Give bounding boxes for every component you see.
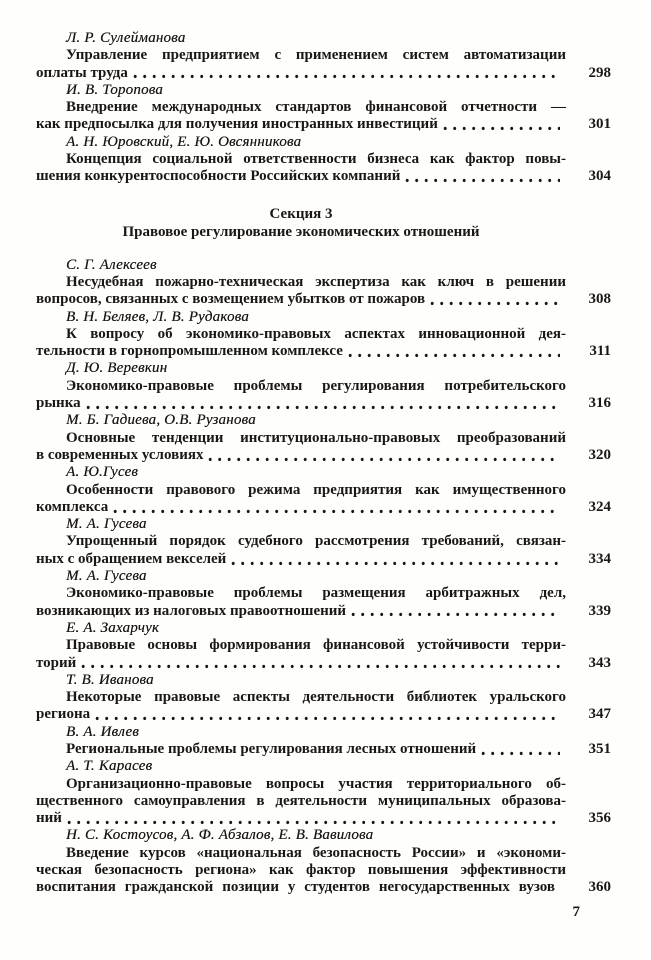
entry-last-line [36,65,611,82]
entry-title-line: Особенности правового режима предприятия как имущественного [66,481,566,498]
entry-title-line: ческая безопасность региона» как фактор повышения эффективности [36,862,566,879]
entry-last-line [36,810,611,827]
entry-last-line [36,116,611,133]
entry-page-number: 298 [588,64,611,81]
entry-title-text: вопросов, связанных с возмещением убытков от пожаров [36,291,426,308]
entry-author: М. А. Гусева [66,516,147,533]
entry-last-line [36,655,611,672]
entry-title-text: тельности в горнопромышленном комплексе [36,343,343,360]
entry-last-line [36,168,611,185]
entry-page-number: 308 [588,291,611,308]
entry-title-text: комплекса [36,498,109,515]
entry-author: В. А. Ивлев [66,723,139,740]
entry-page-number: 301 [588,116,611,133]
entry-title-line: Экономико-правовые проблемы размещения арбитражных дел, [66,585,566,602]
toc-entry [36,412,611,464]
section-title: Правовое регулирование экономических отношений [122,224,480,241]
entry-title-text: рынка [36,395,81,412]
dot-leader [84,395,560,412]
toc-entry [36,516,611,568]
dot-leader [111,499,560,516]
entry-title-text: возникающих из налоговых правоотношений [36,602,347,619]
dot-leader [93,706,560,723]
section-heading [36,205,566,242]
entry-last-line [36,603,611,620]
entry-title-text: ний [36,810,62,827]
entry-author: Н. С. Костоусов, А. Ф. Абзалов, Е. В. Вавилова [66,827,374,844]
entry-page-number: 356 [588,810,611,827]
entry-last-line [36,343,611,360]
entry-title-line: Организационно-правовые вопросы участия территориального об- [66,775,566,792]
entry-page-number: 304 [588,168,611,185]
entry-title-line: Основные тенденции институционально-правовых преобразований [66,429,566,446]
toc-entry [36,672,611,724]
entry-author: А. Ю.Гусев [66,464,139,481]
toc-entry [36,257,611,309]
dot-leader [346,343,560,360]
entry-title-text: Региональные проблемы регулирования лесных отношений [66,740,477,757]
entry-last-line [36,499,611,516]
dot-leader [403,168,560,185]
entry-title-text: как предпосылка для получения иностранных инвестиций [36,116,438,133]
entry-author: А. Н. Юровский, Е. Ю. Овсянникова [66,133,302,150]
entry-last-line [36,291,611,308]
entry-title-line: Несудебная пожарно-техническая экспертиза как ключ в решении [66,273,566,290]
entry-title-line: Некоторые правовые аспекты деятельности библиотек уральского [66,689,566,706]
entry-page-number: 311 [589,343,611,360]
entry-page-number: 343 [588,654,611,671]
entry-page-number: 351 [588,740,611,757]
entry-author: И. В. Торопова [66,81,164,98]
entry-title-text: шения конкурентоспособности Российских компаний [36,168,401,185]
entry-title-line: Внедрение международных стандартов финансовой отчетности — [66,99,566,116]
toc-entry [36,827,611,896]
page-number: 7 [572,904,580,920]
entry-page-number: 334 [588,550,611,567]
entry-last-line [36,551,611,568]
toc-entry [36,82,611,134]
entry-title-text: региона [36,706,91,723]
dot-leader [65,810,560,827]
toc-entry [36,568,611,620]
entry-author: М. А. Гусева [66,568,147,585]
entry-title-line: К вопросу об экономико-правовых аспектах инновационной дея- [66,325,566,342]
entry-title-line: Управление предприятием с применением систем автоматизации [66,47,566,64]
toc-entry [36,360,611,412]
dot-leader [349,603,560,620]
entry-last-line [36,395,611,412]
entry-last-line [36,741,611,758]
dot-leader [206,447,560,464]
entry-title-line: Экономико-правовые проблемы регулирования потребительского [66,377,566,394]
entry-last-line [36,706,611,723]
entry-page-number: 320 [588,446,611,463]
entry-title-line: Концепция социальной ответственности бизнеса как фактор повы- [66,151,566,168]
toc-entry [36,758,611,827]
entry-author: Т. В. Иванова [66,671,154,688]
entry-title-text: в современных условиях [36,446,204,463]
toc-entry [36,464,611,516]
entry-title-line: Правовые основы формирования финансовой устойчивости терри- [66,637,566,654]
section-label: Секция 3 [269,205,333,222]
entry-page-number: 347 [588,706,611,723]
table-of-contents [36,30,611,897]
dot-leader [79,655,560,672]
dot-leader [441,116,560,133]
entry-last-line [36,879,611,896]
toc-entries-section3 [36,257,611,897]
toc-entries-top [36,30,611,186]
entry-page-number: 339 [588,602,611,619]
dot-leader [229,551,560,568]
entry-page-number: 360 [588,879,611,896]
entry-last-line [36,447,611,464]
dot-leader [131,65,560,82]
dot-leader [479,741,560,758]
entry-title-line: Упрощенный порядок судебного рассмотрения требований, связан- [66,533,566,550]
entry-page-number: 324 [588,498,611,515]
entry-title-line: щественного самоуправления в деятельности муниципальных образова- [36,792,566,809]
entry-title-text: торий [36,654,77,671]
entry-title-text: воспитания гражданской позиции у студентов негосударственных вузов [36,879,555,896]
toc-entry [36,30,611,82]
toc-entry [36,309,611,361]
dot-leader [428,291,560,308]
entry-author: Д. Ю. Веревкин [66,360,168,377]
entry-author: Л. Р. Сулейманова [66,30,186,46]
entry-title-text: оплаты труда [36,64,128,81]
entry-author: Е. А. Захарчук [66,619,160,636]
entry-author: В. Н. Беляев, Л. В. Рудакова [66,308,249,325]
entry-title-text: ных с обращением векселей [36,550,227,567]
toc-entry [36,620,611,672]
entry-author: С. Г. Алексеев [66,256,157,273]
toc-entry [36,724,611,759]
entry-title-line: Введение курсов «национальная безопасность России» и «экономи- [66,844,566,861]
entry-author: М. Б. Гадиева, О.В. Рузанова [66,412,256,429]
entry-author: А. Т. Карасев [66,758,153,775]
toc-entry [36,134,611,186]
entry-page-number: 316 [588,395,611,412]
